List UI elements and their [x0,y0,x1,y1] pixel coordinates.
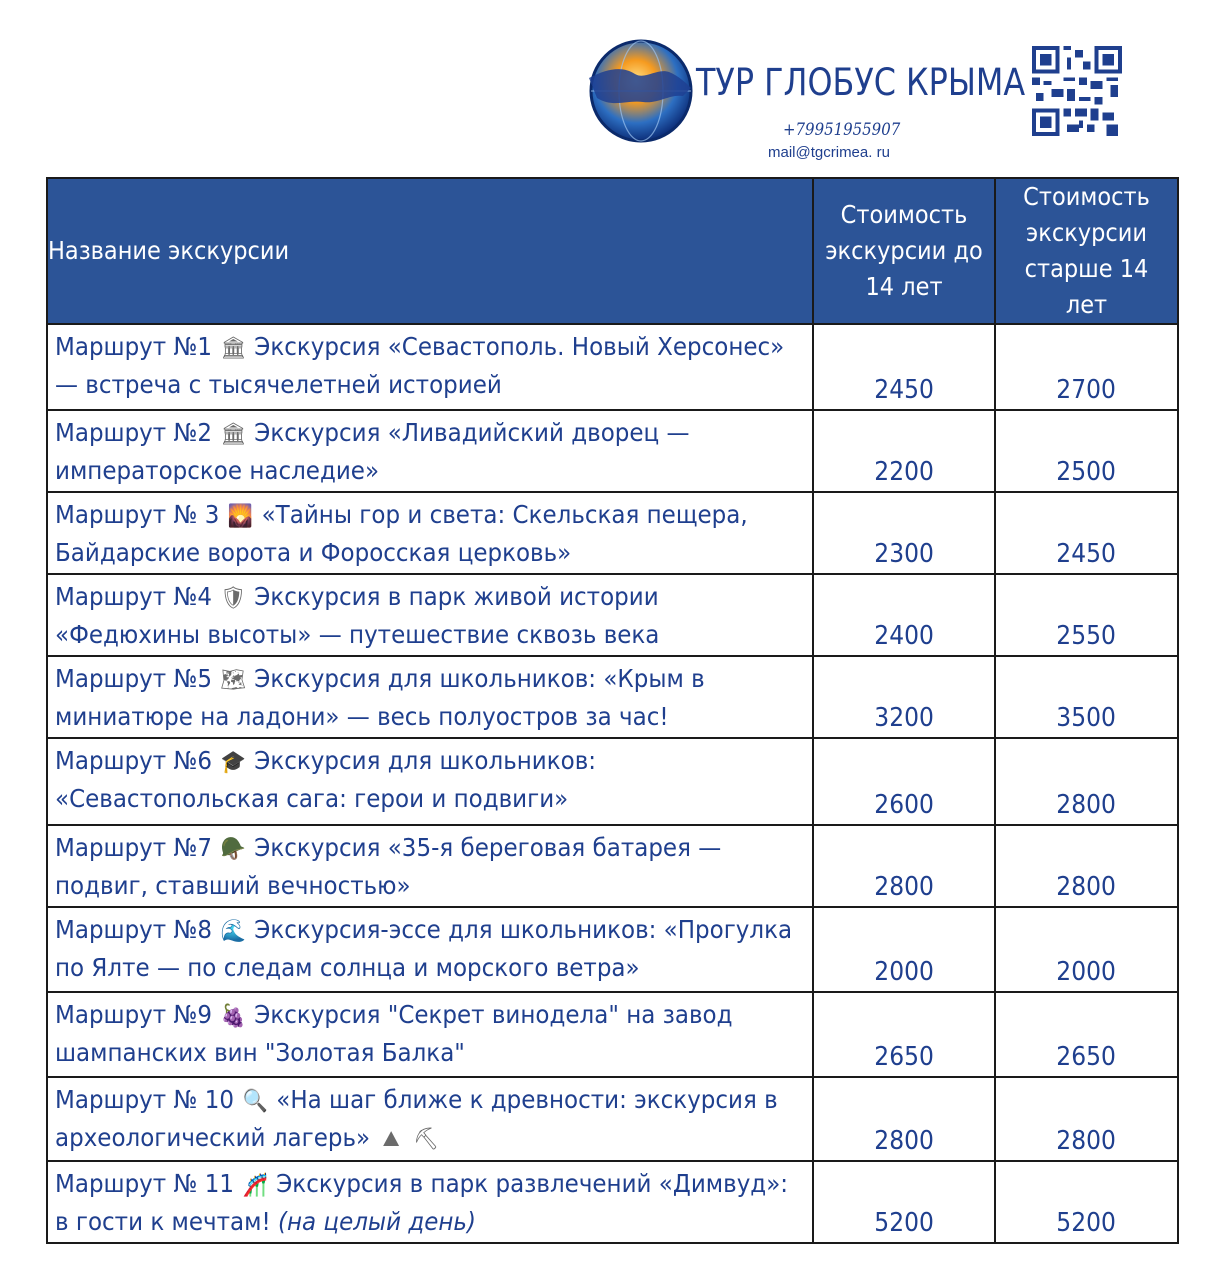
excursion-title: Экскурсия «Ливадийский дворец — императорское наследие» [55,418,690,485]
price-over-14: 2650 [1056,1042,1117,1072]
table-row [47,992,1178,1077]
price-over-14-cell [995,410,1178,492]
price-over-14-cell [995,656,1178,738]
route-number: Маршрут №1 [55,332,213,361]
route-number: Маршрут № 11 [55,1169,235,1198]
excursion-title: Экскурсия «Севастополь. Новый Херсонес» — встреча с тысячелетней историей [55,332,785,399]
price-under-14: 2600 [874,790,934,820]
table-body [47,324,1178,1243]
qr-code-icon[interactable] [1031,46,1123,136]
excursion-name-cell [47,324,813,410]
table-row [47,492,1178,574]
column-header-price-over-14: Стоимость экскурсии старше 14 лет [995,178,1178,324]
excursion-title: Экскурсия в парк живой истории «Федюхины высоты» — путешествие сквозь века [55,582,660,649]
price-under-14: 5200 [874,1208,934,1238]
price-under-14-cell [813,410,995,492]
mountain-icon: ⛰ [382,1127,400,1152]
price-over-14: 2450 [1056,539,1117,569]
price-under-14-cell [813,825,995,907]
price-under-14: 2450 [874,375,934,405]
price-over-14: 2000 [1056,957,1117,987]
price-over-14-cell [995,492,1178,574]
price-under-14: 2300 [874,539,934,569]
price-under-14-cell [813,656,995,738]
route-number: Маршрут №2 [55,418,213,447]
price-over-14-cell [995,324,1178,410]
excursion-title: Экскурсия «35-я береговая батарея — подвиг, ставший вечностью» [55,833,722,900]
excursion-name-cell [47,574,813,656]
brand-name: ТУР ГЛОБУС КРЫМА [696,61,1026,104]
column-header-price-under-14: Стоимость экскурсии до 14 лет [813,178,995,324]
excursion-title: Экскурсия для школьников: «Севастопольская сага: герои и подвиги» [55,746,597,813]
table-header-row [47,178,1178,324]
route-number: Маршрут № 3 [55,500,220,529]
excursion-name-cell [47,410,813,492]
excursion-name-cell [47,492,813,574]
sunrise-over-mountains-icon: 🌄 [227,504,254,529]
price-over-14-cell [995,907,1178,992]
classical-building-icon: 🏛 [220,422,247,447]
excursion-title: Экскурсия для школьников: «Крым в миниатюре на ладони» — весь полуостров за час! [55,664,705,731]
excursion-title: Экскурсия-эссе для школьников: «Прогулка по Ялте — по следам солнца и морского ветра» [55,915,793,982]
price-over-14: 5200 [1056,1208,1117,1238]
price-over-14: 2700 [1056,375,1117,405]
excursion-name-cell [47,992,813,1077]
price-under-14-cell [813,1161,995,1243]
excursion-title: «Тайны гор и света: Скельская пещера, Байдарские ворота и Форосская церковь» [55,500,748,567]
table-row [47,738,1178,825]
table-row [47,410,1178,492]
price-over-14: 2550 [1056,621,1117,651]
excursion-name-cell [47,1077,813,1161]
military-helmet-icon: 🪖 [220,837,246,862]
shield-icon: 🛡 [220,586,247,611]
page-header [0,0,1226,175]
price-over-14-cell [995,1161,1178,1243]
pickaxe-icon: ⛏ [413,1127,439,1152]
classical-building-icon: 🏛 [220,336,247,361]
phone-number[interactable]: +79951955907 [783,120,901,140]
route-number: Маршрут №6 [55,746,213,775]
price-under-14-cell [813,907,995,992]
price-under-14: 2800 [874,872,934,902]
price-over-14-cell [995,738,1178,825]
route-number: Маршрут №8 [55,915,213,944]
price-under-14-cell [813,992,995,1077]
price-over-14: 2500 [1056,457,1117,487]
price-under-14-cell [813,574,995,656]
price-over-14-cell [995,1077,1178,1161]
email-address[interactable]: mail@tgcrimea. ru [768,144,890,161]
excursion-title: Экскурсия в парк развлечений «Димвуд»: в гости к мечтам! [55,1169,789,1236]
route-number: Маршрут №5 [55,664,213,693]
price-under-14-cell [813,738,995,825]
column-header-name: Название экскурсии [47,178,813,324]
price-over-14-cell [995,574,1178,656]
duration-note: (на целый день) [277,1207,476,1236]
route-number: Маршрут №4 [55,582,213,611]
excursion-name-cell [47,738,813,825]
table-row [47,825,1178,907]
table-row [47,907,1178,992]
price-under-14-cell [813,324,995,410]
excursion-name-cell [47,1161,813,1243]
excursion-title: Экскурсия "Секрет винодела" на завод шампанских вин "Золотая Балка" [55,1000,733,1067]
excursion-price-table [46,177,1179,1244]
price-under-14: 2800 [874,1126,934,1156]
price-under-14: 2650 [874,1042,934,1072]
excursion-name-cell [47,907,813,992]
table-row [47,656,1178,738]
excursion-title: «На шаг ближе к древности: экскурсия в археологический лагерь» [55,1085,778,1152]
globe-logo-icon [583,38,695,144]
table-row [47,324,1178,410]
price-under-14: 3200 [874,703,934,733]
table-row [47,1077,1178,1161]
price-over-14-cell [995,992,1178,1077]
roller-coaster-icon: 🎢 [242,1173,268,1198]
table-row [47,1161,1178,1243]
grapes-icon: 🍇 [220,1004,246,1029]
price-over-14-cell [995,825,1178,907]
price-under-14-cell [813,492,995,574]
route-number: Маршрут № 10 [55,1085,235,1114]
route-number: Маршрут №7 [55,833,213,862]
excursion-name-cell [47,825,813,907]
table-row [47,574,1178,656]
map-icon: 🗺 [220,668,247,693]
price-under-14: 2000 [874,957,934,987]
graduation-cap-icon: 🎓 [220,750,246,775]
price-over-14: 2800 [1056,872,1117,902]
price-under-14-cell [813,1077,995,1161]
excursion-name-cell [47,656,813,738]
magnifying-glass-icon: 🔍 [242,1089,268,1114]
price-under-14: 2200 [874,457,934,487]
route-number: Маршрут №9 [55,1000,213,1029]
price-over-14: 3500 [1056,703,1117,733]
price-under-14: 2400 [874,621,934,651]
price-over-14: 2800 [1056,790,1117,820]
price-over-14: 2800 [1056,1126,1117,1156]
water-wave-icon: 🌊 [220,919,246,944]
